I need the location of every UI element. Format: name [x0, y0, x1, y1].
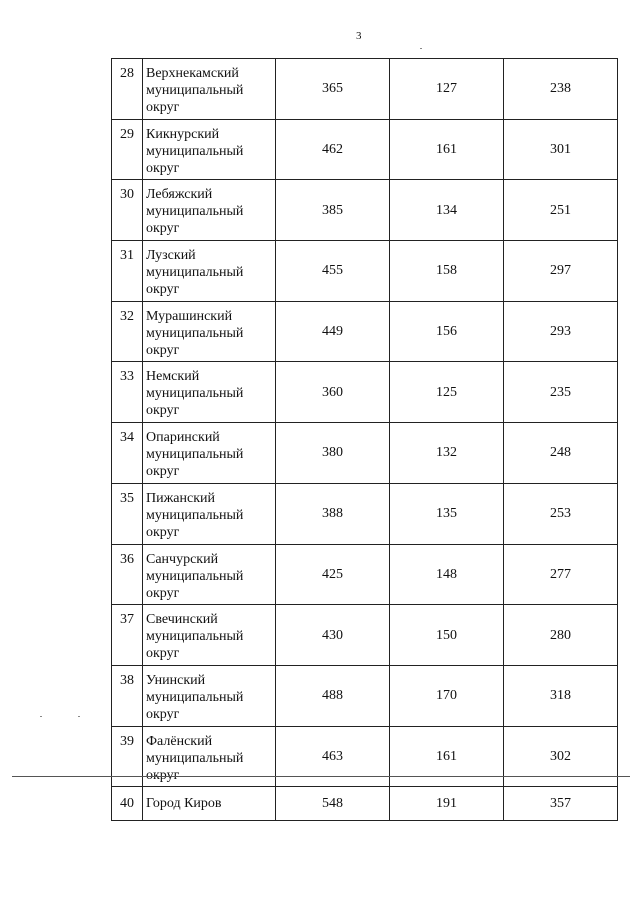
municipality-name: [143, 241, 276, 302]
municipality-name-line: Кикнурский: [146, 126, 220, 142]
table-row: [112, 787, 618, 821]
municipality-name-line: Пижанский: [146, 490, 215, 506]
municipality-name: [143, 665, 276, 726]
value-col-3: 238: [504, 59, 618, 120]
municipality-name-line: округ: [146, 585, 180, 601]
value-col-1: 365: [276, 59, 390, 120]
value-col-3: 302: [504, 726, 618, 787]
table-row: [112, 423, 618, 484]
municipality-name-line: муниципальный: [146, 83, 244, 98]
table-row: [112, 605, 618, 666]
municipality-name-line: Фалёнский: [146, 733, 213, 749]
row-number: 39: [112, 726, 143, 787]
municipality-name: [143, 362, 276, 423]
municipality-name-line: муниципальный: [146, 204, 244, 220]
municipality-name-line: округ: [146, 282, 180, 298]
scan-speck: [78, 716, 80, 717]
value-col-2: 134: [390, 180, 504, 241]
municipality-name: [143, 787, 276, 821]
municipality-name-line: муниципальный: [146, 265, 244, 281]
scan-speck: [40, 716, 42, 717]
municipality-name: [143, 301, 276, 362]
page-number: 3: [356, 30, 362, 42]
table-row: [112, 362, 618, 423]
value-col-2: 127: [390, 59, 504, 120]
value-col-2: 158: [390, 241, 504, 302]
municipality-name-line: округ: [146, 342, 180, 358]
row-number: 32: [112, 301, 143, 362]
municipality-name-line: муниципальный: [146, 325, 244, 341]
municipality-name: [143, 726, 276, 787]
row-number: 33: [112, 362, 143, 423]
value-col-2: 148: [390, 544, 504, 605]
value-col-3: 301: [504, 119, 618, 180]
municipality-name-line: округ: [146, 464, 180, 480]
table-row: [112, 483, 618, 544]
municipality-name-line: муниципальный: [146, 689, 244, 705]
municipality-name-line: Опаринский: [146, 430, 220, 446]
table-body: [112, 59, 618, 821]
value-col-2: 132: [390, 423, 504, 484]
municipality-name: [143, 605, 276, 666]
municipality-name: [143, 483, 276, 544]
row-number: 29: [112, 119, 143, 180]
municipality-name: [143, 119, 276, 180]
row-number: 40: [112, 787, 143, 821]
municipality-name-line: округ: [146, 100, 180, 115]
municipality-name-line: Лузский: [146, 248, 196, 264]
municipality-name: [143, 423, 276, 484]
municipality-name-line: округ: [146, 221, 180, 237]
value-col-2: 135: [390, 483, 504, 544]
value-col-2: 170: [390, 665, 504, 726]
table-row: [112, 180, 618, 241]
municipality-name-line: округ: [146, 160, 180, 176]
value-col-1: 455: [276, 241, 390, 302]
municipality-name: [143, 59, 276, 120]
value-col-2: 150: [390, 605, 504, 666]
municipality-name-line: округ: [146, 706, 180, 722]
value-col-3: 277: [504, 544, 618, 605]
municipality-name-line: округ: [146, 646, 180, 662]
municipality-name: [143, 544, 276, 605]
value-col-1: 462: [276, 119, 390, 180]
value-col-1: 488: [276, 665, 390, 726]
value-col-3: 235: [504, 362, 618, 423]
scan-artifact-line: [12, 776, 630, 777]
table-row: [112, 301, 618, 362]
municipality-name-line: Верхнекамский: [146, 66, 239, 81]
value-col-3: 248: [504, 423, 618, 484]
value-col-1: 425: [276, 544, 390, 605]
value-col-2: 125: [390, 362, 504, 423]
value-col-1: 430: [276, 605, 390, 666]
row-number: 38: [112, 665, 143, 726]
municipality-name: [143, 180, 276, 241]
row-number: 31: [112, 241, 143, 302]
municipality-name-line: муниципальный: [146, 568, 244, 584]
value-col-1: 463: [276, 726, 390, 787]
value-col-2: 191: [390, 787, 504, 821]
table-row: [112, 544, 618, 605]
value-col-1: 385: [276, 180, 390, 241]
value-col-2: 156: [390, 301, 504, 362]
value-col-3: 253: [504, 483, 618, 544]
value-col-1: 360: [276, 362, 390, 423]
row-number: 37: [112, 605, 143, 666]
value-col-2: 161: [390, 726, 504, 787]
municipality-name-line: округ: [146, 524, 180, 540]
value-col-3: 251: [504, 180, 618, 241]
table-row: [112, 726, 618, 787]
row-number: 30: [112, 180, 143, 241]
allocation-table: [111, 58, 618, 821]
row-number: 28: [112, 59, 143, 120]
municipality-name-line: муниципальный: [146, 507, 244, 523]
municipality-name-line: округ: [146, 403, 180, 419]
municipality-name-line: Мурашинский: [146, 308, 233, 324]
table-row: [112, 59, 618, 120]
row-number: 34: [112, 423, 143, 484]
table-row: [112, 119, 618, 180]
value-col-1: 449: [276, 301, 390, 362]
table-row: [112, 241, 618, 302]
value-col-3: 318: [504, 665, 618, 726]
municipality-name-line: Немский: [146, 369, 200, 385]
row-number: 35: [112, 483, 143, 544]
table-row: [112, 665, 618, 726]
value-col-1: 548: [276, 787, 390, 821]
municipality-name-line: муниципальный: [146, 386, 244, 402]
value-col-2: 161: [390, 119, 504, 180]
municipality-name-line: Лебяжский: [146, 187, 213, 203]
municipality-name-line: муниципальный: [146, 750, 244, 766]
municipality-name-line: Санчурский: [146, 551, 219, 567]
scan-speck: [420, 48, 422, 49]
municipality-name-line: муниципальный: [146, 629, 244, 645]
value-col-3: 280: [504, 605, 618, 666]
value-col-3: 293: [504, 301, 618, 362]
value-col-1: 388: [276, 483, 390, 544]
municipality-name-line: Свечинский: [146, 612, 218, 628]
value-col-3: 297: [504, 241, 618, 302]
value-col-1: 380: [276, 423, 390, 484]
municipality-name-line: муниципальный: [146, 143, 244, 159]
municipality-name-line: Унинский: [146, 672, 206, 688]
municipality-name-line: Город Киров: [146, 796, 222, 812]
row-number: 36: [112, 544, 143, 605]
municipality-name-line: муниципальный: [146, 447, 244, 463]
value-col-3: 357: [504, 787, 618, 821]
